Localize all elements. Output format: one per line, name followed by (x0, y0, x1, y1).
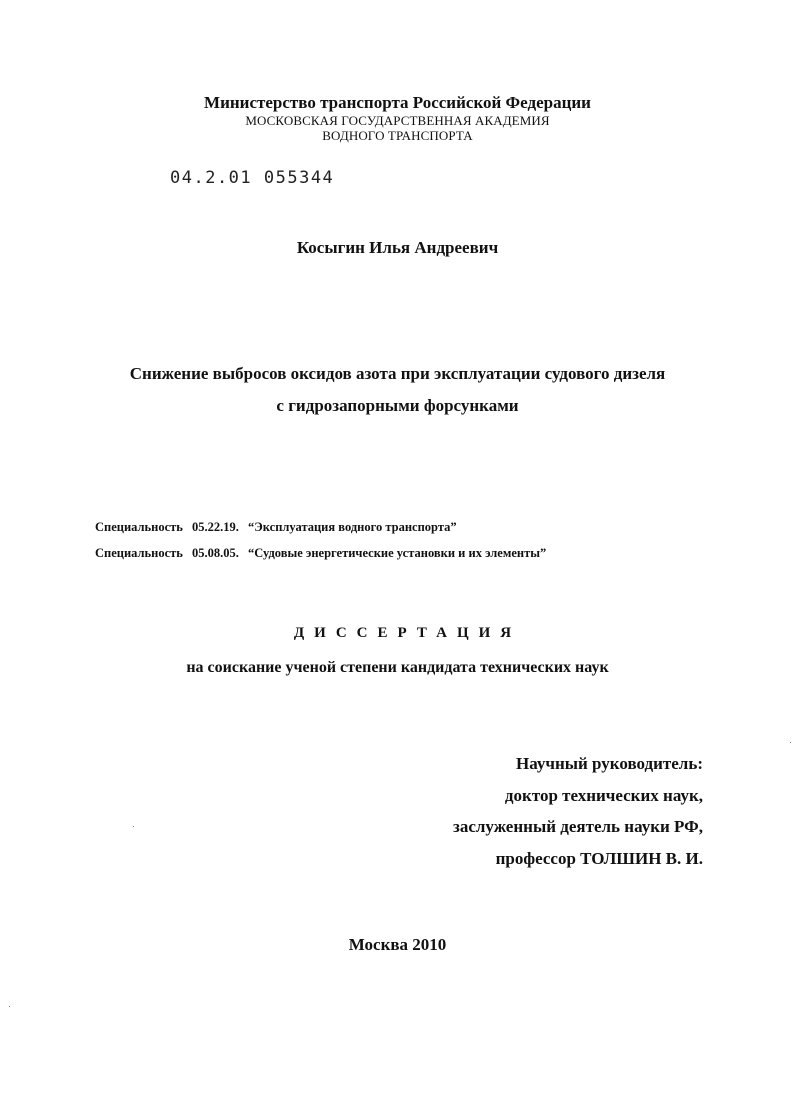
specialty-name: “Судовые энергетические установки и их элементы” (248, 546, 547, 560)
scan-speck (133, 826, 134, 827)
advisor-name: профессор ТОЛШИН В. И. (495, 849, 703, 868)
degree-subtitle: на соискание ученой степени кандидата технических наук (186, 659, 609, 676)
specialty-label: Специальность (95, 546, 183, 560)
dissertation-title-line-1: Снижение выбросов оксидов азота при эксплуатации судового дизеля (129, 364, 666, 383)
academy-name-line-2: ВОДНОГО ТРАНСПОРТА (322, 128, 473, 143)
advisor-heading: Научный руководитель: (516, 754, 703, 773)
dissertation-title-line-2: с гидрозапорными форсунками (276, 396, 519, 415)
scan-speck (9, 1006, 10, 1007)
specialty-label: Специальность (95, 520, 183, 534)
academy-name-line-1: МОСКОВСКАЯ ГОСУДАРСТВЕННАЯ АКАДЕМИЯ (245, 113, 550, 128)
advisor-honor: заслуженный деятель науки РФ, (453, 817, 703, 836)
city-and-year: Москва 2010 (348, 935, 447, 954)
scan-speck (790, 742, 791, 743)
specialty-line-2 (95, 546, 546, 561)
specialty-code: 05.22.19. (192, 520, 239, 534)
dissertation-heading: ДИССЕРТАЦИЯ (293, 625, 522, 641)
ministry-name: Министерство транспорта Российской Федерации (204, 93, 591, 112)
registration-stamp-number: 04.2.01 055344 (170, 168, 335, 188)
author-name: Косыгин Илья Андреевич (296, 238, 499, 257)
specialty-code: 05.08.05. (192, 546, 239, 560)
advisor-degree: доктор технических наук, (504, 786, 703, 805)
specialty-line-1 (95, 520, 457, 535)
specialty-name: “Эксплуатация водного транспорта” (248, 520, 457, 534)
